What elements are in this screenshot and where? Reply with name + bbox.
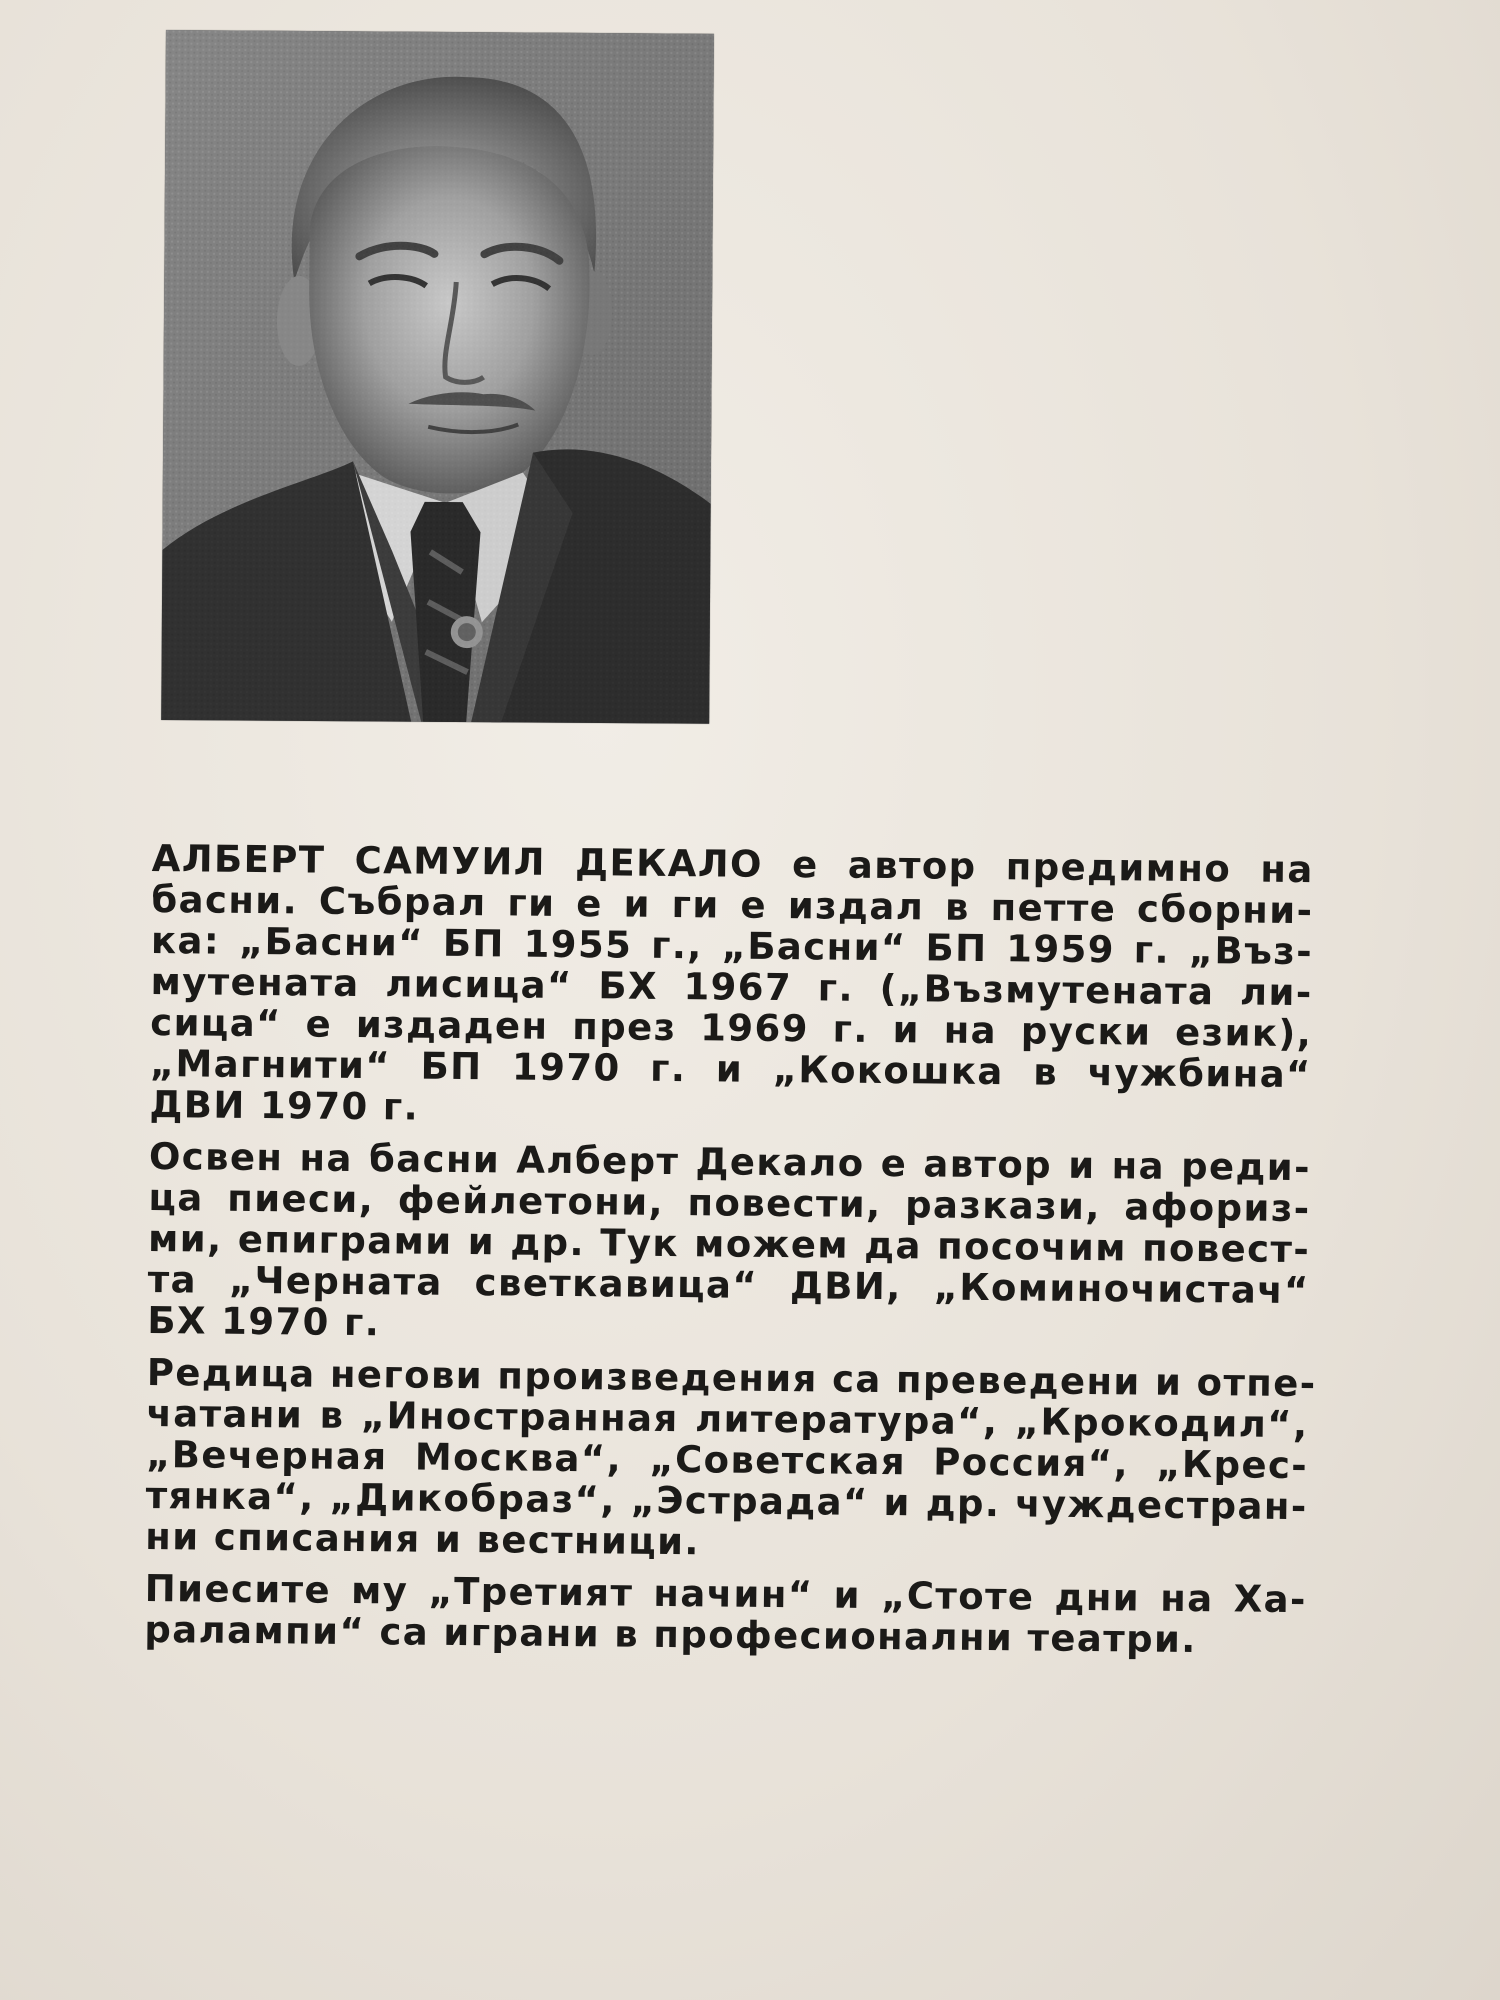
bio-paragraph-3 (145, 1350, 1317, 1568)
bio-line: ДВИ 1970 г. (149, 1082, 420, 1129)
author-portrait-photo (161, 30, 714, 724)
bio-line: „Магнити“ БП 1970 г. и „Кокошка в чужбина“ (149, 1041, 1312, 1097)
bio-line: Редица негови произведения са преведени и отпе- (146, 1350, 1317, 1406)
bio-line: ца пиеси, фейлетони, повести, разкази, афориз- (148, 1175, 1311, 1231)
bio-paragraph-1 (149, 838, 1314, 1136)
bio-paragraph-4 (144, 1568, 1307, 1661)
bio-paragraph-2 (147, 1136, 1311, 1352)
bio-line: Освен на басни Алберт Декало е автор и на реди- (148, 1134, 1312, 1190)
bio-line: „Вечерная Москва“, „Советская Россия“, „Крес- (145, 1432, 1309, 1488)
bio-line: ни списания и вестници. (145, 1514, 701, 1564)
author-biography (144, 837, 1317, 1672)
bio-line: БХ 1970 г. (147, 1298, 381, 1345)
bio-line: сица“ е издаден през 1969 г. и на руски език), (150, 1000, 1313, 1056)
bio-line: чатани в „Иностранная литература“, „Крокодил“, (146, 1391, 1309, 1447)
bio-line: басни. Събрал ги е и ги е издал в петте сборни- (151, 877, 1314, 933)
bio-line: мутената лисица“ БХ 1967 г. („Възмутената ли- (150, 959, 1313, 1015)
bio-line: Пиесите му „Третият начин“ и „Стоте дни на Ха- (144, 1566, 1307, 1622)
bio-line: ралампи“ са играни в професионални театри. (144, 1607, 1197, 1662)
bio-line: ми, епиграми и др. Тук можем да посочим повест- (147, 1216, 1311, 1272)
portrait-photo-icon (161, 30, 714, 724)
bio-line: АЛБЕРТ САМУИЛ ДЕКАЛО е автор предимно на (151, 837, 1314, 892)
author-name: АЛБЕРТ САМУИЛ ДЕКАЛО (151, 837, 764, 886)
bio-line: тянка“, „Дикобраз“, „Эстрада“ и др. чуждестран- (145, 1473, 1308, 1529)
bio-line: та „Черната светкавица“ ДВИ, „Коминочистач“ (147, 1257, 1310, 1313)
bio-line: ка: „Басни“ БП 1955 г., „Басни“ БП 1959 г. „Въз- (150, 918, 1314, 974)
